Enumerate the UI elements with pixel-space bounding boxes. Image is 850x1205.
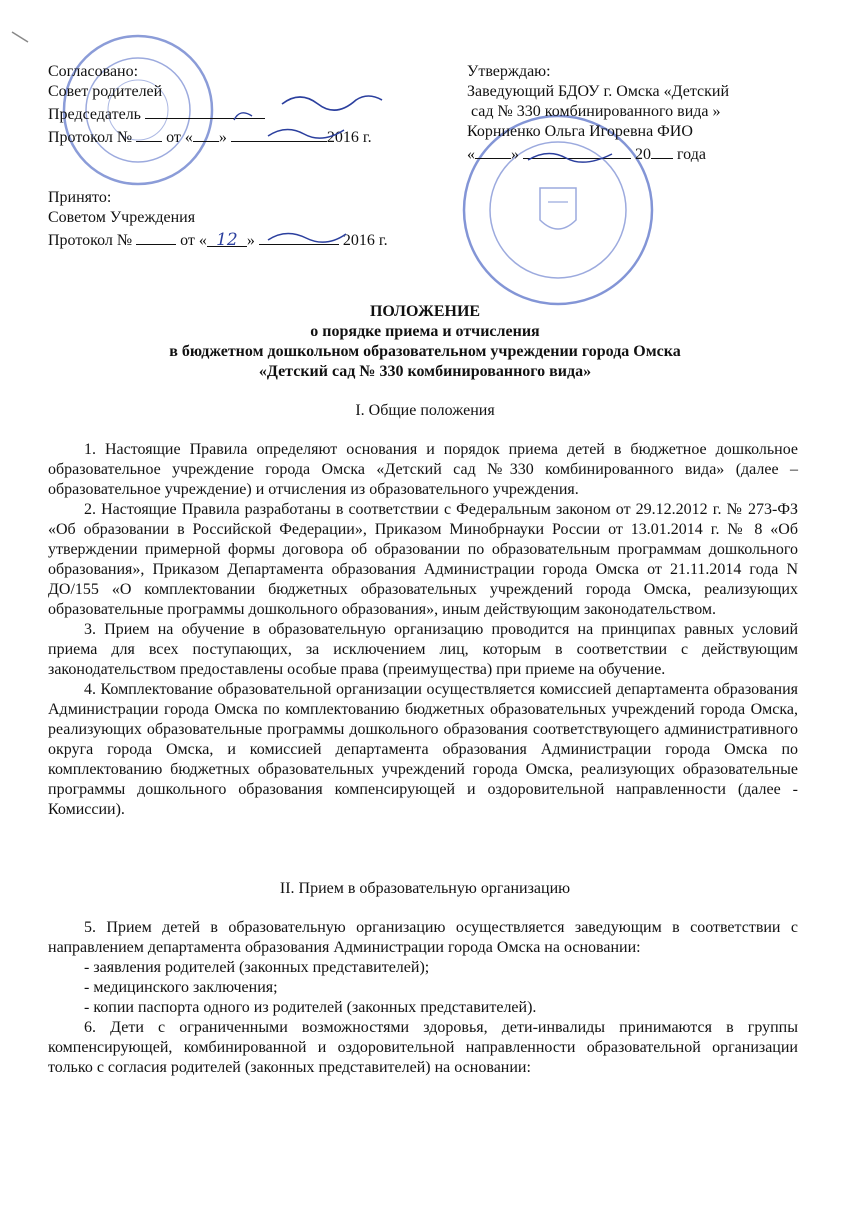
head-name: Корниенко Ольга Игоревна ФИО	[467, 123, 693, 140]
approve-block	[467, 62, 729, 165]
accepted-protocol-line: Протокол № от « 12 » 2016 г.	[48, 230, 388, 250]
list-item: - заявления родителей (законных представителей);	[84, 959, 430, 976]
approved-label: Согласовано:	[48, 63, 139, 80]
accepted-month-field	[259, 228, 339, 245]
head-title-cont: сад № 330 комбинированного вида »	[471, 103, 721, 120]
head-title: Заведующий БДОУ г. Омска «Детский	[467, 83, 730, 100]
corner-mark	[10, 30, 30, 44]
paragraph-2: 2. Настоящие Правила разработаны в соответствии с Федеральным законом от 29.12.2012 г. № 273-ФЗ «Об образовании в Российской Федерации», Приказом Минобрнауки России от 13.01.2014 г. № 8 «Об утверждении примерной формы договора об образовании по образовательным программам дошкольного образования», Приказом Департамента образования Администрации города Омска от 21.11.2014 года N ДО/155 «О комплектовании бюджетных образовательных учреждений города Омска, реализующих образовательные программы дошкольного образования», иным действующим законодательством.	[48, 501, 798, 618]
paragraph-1: 1. Настоящие Правила определяют основания и порядок приема детей в бюджетное дошкольное образовательное учреждение города Омска «Детский сад №330 комбинированного вида» (далее – образовательное учреждение) и отчисления из образовательного учреждения.	[48, 441, 798, 498]
accepted-label: Принято:	[48, 189, 112, 206]
title-line-3: в бюджетном дошкольном образовательном учреждении города Омска	[169, 343, 681, 360]
paragraph-6: 6. Дети с ограниченными возможностями здоровья, дети-инвалиды принимаются в группы компенсирующей, комбинированной и оздоровительной направленности образовательной организации только с согласия родителей (законных представителей) на основании:	[48, 1019, 798, 1076]
section-1-heading: I. Общие положения	[355, 402, 495, 419]
accepted-day-handwritten: 12	[207, 230, 247, 247]
protocol-day-field	[193, 125, 219, 142]
approve-year-field	[651, 142, 673, 159]
title-line-2: о порядке приема и отчисления	[310, 323, 540, 340]
approval-block	[48, 62, 372, 148]
paragraph-3: 3. Прием на обучение в образовательную организацию проводится на принципах равных условий приема для всех поступающих, за исключением лиц, которым в соответствии с действующим законодательством предоставлены особые права (преимущества) при приеме на обучение.	[48, 621, 798, 678]
parents-council: Совет родителей	[48, 83, 163, 100]
title-line-1: ПОЛОЖЕНИЕ	[369, 303, 481, 320]
chairman-line: Председатель	[48, 102, 372, 125]
approve-label: Утверждаю:	[467, 63, 551, 80]
paragraph-4: 4. Комплектование образовательной организации осуществляется комиссией департамента образования Администрации города Омска по комплектованию бюджетных образовательных учреждений города Омска, реализующих образовательные программы дошкольного образования соответствующего административного округа города Омска, и комиссией департамента образования Администрации города Омска по комплектованию бюджетных образовательных учреждений города Омска, реализующих образовательные программы дошкольного образования компенсирующей и оздоровительной направленности (далее - Комиссии).	[48, 681, 798, 818]
list-item: - копии паспорта одного из родителей (законных представителей).	[84, 999, 537, 1016]
accepted-block	[48, 188, 388, 251]
accepted-number-field	[136, 228, 176, 245]
list-item: - медицинского заключения;	[84, 979, 278, 996]
document-title	[0, 302, 850, 382]
protocol-number-field	[136, 125, 162, 142]
protocol-line: Протокол № от « » 2016 г.	[48, 125, 372, 148]
approve-date-line: « » 20 года	[467, 142, 729, 165]
chairman-signature-field	[145, 102, 265, 119]
protocol-month-field	[231, 125, 327, 142]
section-2-body	[48, 918, 798, 1078]
approve-month-field	[523, 142, 631, 159]
approve-day-field	[475, 142, 511, 159]
section-1-body	[48, 440, 798, 820]
section-2-heading: II. Прием в образовательную организацию	[279, 880, 571, 897]
paragraph-5: 5. Прием детей в образовательную организацию осуществляется заведующим в соответствии с направлением департамента образования Администрации города Омска на основании:	[48, 919, 798, 956]
institution-council: Советом Учреждения	[48, 209, 196, 226]
title-line-4: «Детский сад № 330 комбинированного вида»	[258, 363, 592, 380]
